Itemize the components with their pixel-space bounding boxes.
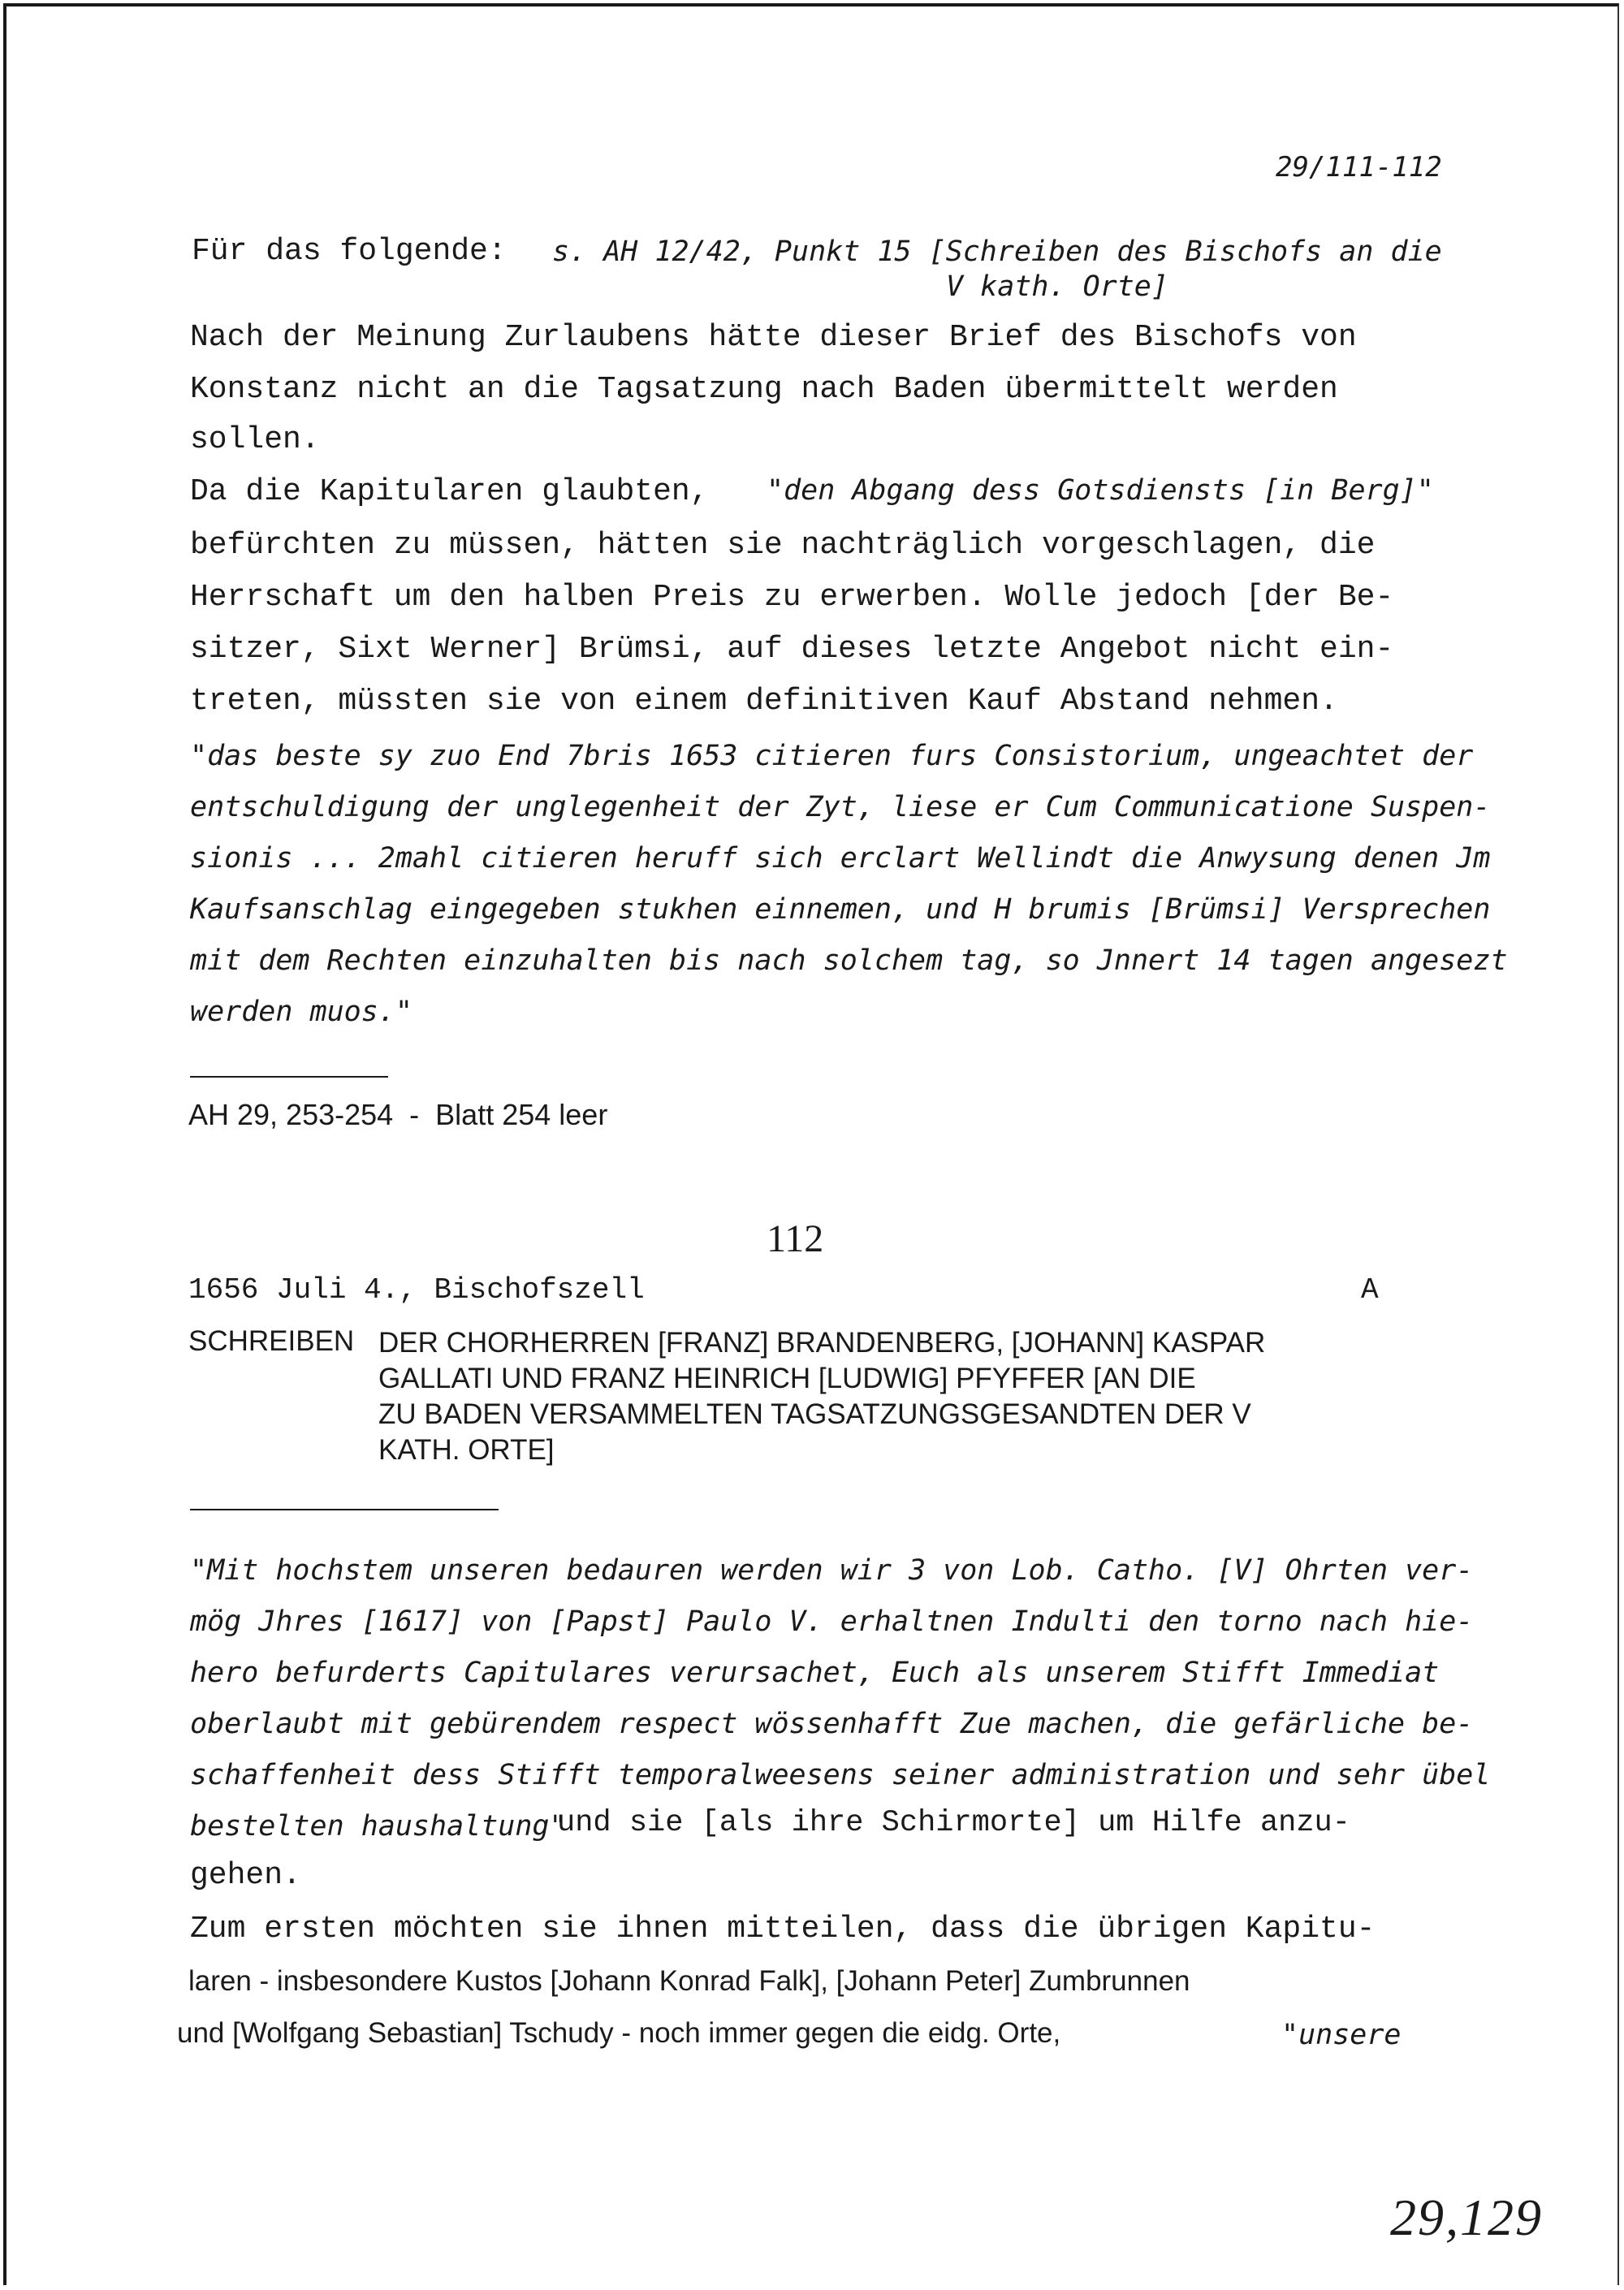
quote-line: hero befurderts Capitulares verursachet, Euch als unserem Stifft Immediat xyxy=(190,1657,1440,1689)
paragraph-text: und sie [als ihre Schirmorte] um Hilfe anzu- xyxy=(557,1806,1350,1840)
document-title-line: GALLATI UND FRANZ HEINRICH [LUDWIG] PFYFFER [AN DIE xyxy=(378,1363,1196,1394)
paragraph-line: gehen. xyxy=(190,1858,301,1893)
reference-text-cont: V kath. Orte] xyxy=(946,270,1168,303)
quote-line: werden muos." xyxy=(190,996,412,1028)
paragraph-line: befürchten zu müssen, hätten sie nachträglich vorgeschlagen, die xyxy=(190,528,1376,563)
quote-line: "das beste sy zuo End 7bris 1653 citieren furs Consistorium, ungeachtet der xyxy=(190,740,1474,772)
quote-line: entschuldigung der unglegenheit der Zyt, liese er Cum Communicatione Suspen- xyxy=(190,791,1491,823)
paragraph-line: Nach der Meinung Zurlaubens hätte dieser Brief des Bischofs von xyxy=(190,320,1357,355)
quote-line: "Mit hochstem unseren bedauren werden wir 3 von Lob. Catho. [V] Ohrten ver- xyxy=(190,1554,1474,1587)
quote-line: schaffenheit dess Stifft temporalweesens seiner administration und sehr übel xyxy=(190,1759,1491,1791)
page-reference: 29/111-112 xyxy=(1276,151,1442,184)
handwritten-page-number: 29,129 xyxy=(1390,2188,1543,2246)
reference-text: s. AH 12/42, Punkt 15 [Schreiben des Bischofs an die xyxy=(552,235,1442,268)
paragraph-line: sollen. xyxy=(190,422,320,457)
document-title-line: ZU BADEN VERSAMMELTEN TAGSATZUNGSGESANDTEN DER V xyxy=(378,1398,1251,1430)
document-title-line: KATH. ORTE] xyxy=(378,1434,555,1466)
source-note: AH 29, 253-254 - Blatt 254 leer xyxy=(188,1098,608,1131)
inline-quote: "den Abgang dess Gotsdiensts [in Berg]" xyxy=(767,474,1434,507)
source-divider xyxy=(190,1076,388,1078)
quote-line: mit dem Rechten einzuhalten bis nach solchem tag, so Jnnert 14 tagen angesezt xyxy=(190,944,1508,977)
paragraph-line: Herrschaft um den halben Preis zu erwerben. Wolle jedoch [der Be- xyxy=(190,580,1394,615)
paragraph-line: Da die Kapitularen glaubten, xyxy=(190,474,709,509)
paragraph-line: und [Wolfgang Sebastian] Tschudy - noch immer gegen die eidg. Orte, xyxy=(177,2017,1061,2049)
paragraph-line: treten, müssten sie von einem definitiven Kauf Abstand nehmen. xyxy=(190,684,1338,719)
quote-line: sionis ... 2mahl citieren heruff sich erclart Wellindt die Anwysung denen Jm xyxy=(190,842,1491,875)
paragraph-line: Zum ersten möchten sie ihnen mitteilen, dass die übrigen Kapitu- xyxy=(190,1912,1376,1946)
quote-line: oberlaubt mit gebürendem respect wössenhafft Zue machen, die gefärliche be- xyxy=(190,1708,1474,1740)
document-letter: A xyxy=(1361,1273,1379,1307)
paragraph-line: Konstanz nicht an die Tagsatzung nach Baden übermittelt werden xyxy=(190,372,1338,407)
reference-label: Für das folgende: xyxy=(192,234,507,269)
quote-line: Kaufsanschlag eingegeben stukhen einnemen, und H brumis [Brümsi] Versprechen xyxy=(190,893,1491,926)
title-divider xyxy=(190,1509,499,1510)
document-title-line: DER CHORHERREN [FRANZ] BRANDENBERG, [JOHANN] KASPAR xyxy=(378,1327,1266,1359)
document-number: 112 xyxy=(767,1217,824,1260)
document-type-label: SCHREIBEN xyxy=(188,1325,355,1357)
paragraph-line: sitzer, Sixt Werner] Brümsi, auf dieses letzte Angebot nicht ein- xyxy=(190,632,1394,667)
quote-line: bestelten haushaltung" xyxy=(190,1810,567,1843)
paragraph-line: laren - insbesondere Kustos [Johann Konrad Falk], [Johann Peter] Zumbrunnen xyxy=(188,1965,1190,1997)
quote-line: mög Jhres [1617] von [Papst] Paulo V. erhaltnen Indulti den torno nach hie- xyxy=(190,1605,1474,1638)
inline-quote: "unsere xyxy=(1281,2019,1402,2051)
document-date-place: 1656 Juli 4., Bischofszell xyxy=(188,1273,645,1307)
